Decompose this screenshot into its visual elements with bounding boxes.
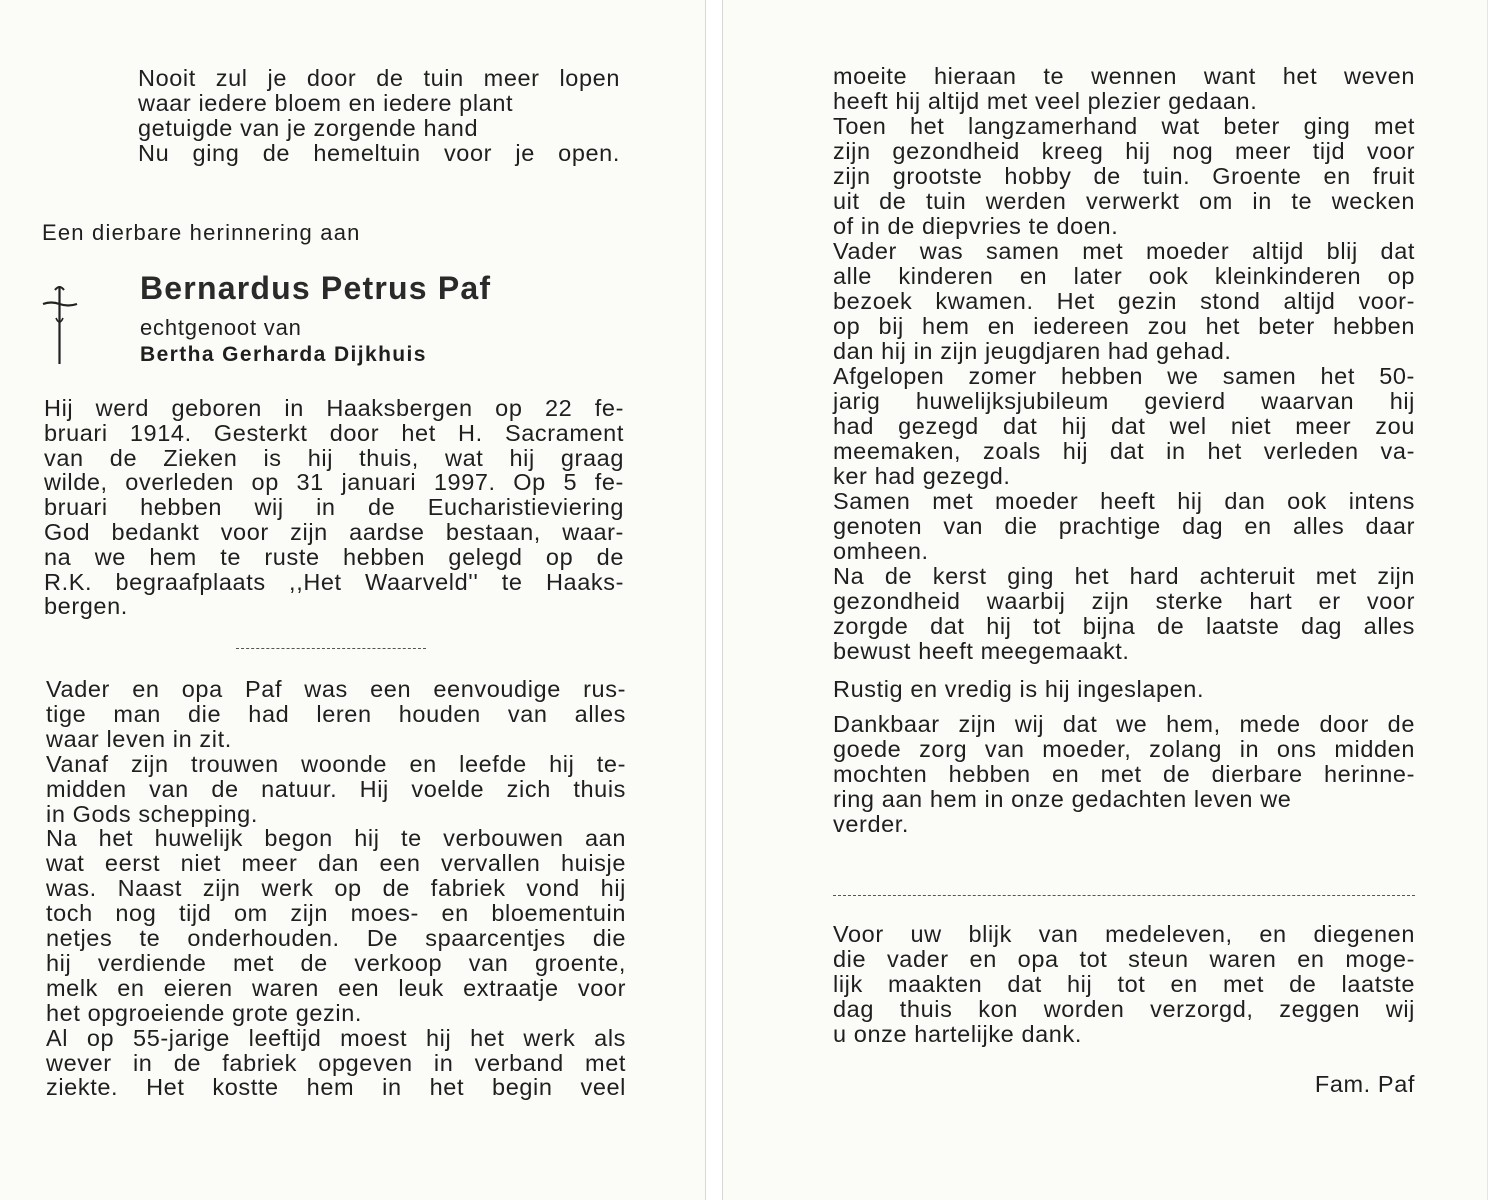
- relation-label: echtgenoot van: [140, 315, 302, 340]
- bio-line: na we hem te ruste hebben gelegd op de: [44, 543, 624, 570]
- memoir-right-line: heeft hij altijd met veel plezier gedaan.: [833, 88, 1258, 114]
- memoir-right-line: zijn grootste hobby de tuin. Groente en fruit: [833, 163, 1415, 189]
- peaceful-line: Rustig en vredig is hij ingeslapen.: [833, 676, 1205, 702]
- memoir-right-line: alle kinderen en later ook kleinkinderen op: [833, 263, 1415, 289]
- memoir-right-line: uit de tuin werden verwerkt om in te wecken: [833, 188, 1415, 214]
- gratitude-line: Dankbaar zijn wij dat we hem, mede door de: [833, 711, 1415, 737]
- memoir-left-line: wever in de fabriek opgeven in verband met: [46, 1049, 626, 1076]
- memoir-right-line: bezoek kwamen. Het gezin stond altijd voor-: [833, 288, 1415, 314]
- memoir-right-line: zorgde dat hij tot bijna de laatste dag alles: [833, 613, 1415, 639]
- memoir-left-line: was. Naast zijn werk op de fabriek vond hij: [46, 875, 626, 902]
- memoir-right-line: ker had gezegd.: [833, 463, 1011, 489]
- signature: Fam. Paf: [1314, 1071, 1415, 1097]
- memoir-left-line: tige man die had leren houden van alles: [46, 700, 626, 727]
- thanks-line: u onze hartelijke dank.: [833, 1021, 1082, 1047]
- memoir-right-line: jarig huwelijksjubileum gevierd waarvan hij: [833, 388, 1415, 414]
- memoir-right-line: of in de diepvries te doen.: [833, 213, 1119, 239]
- memoir-right-line: meemaken, zoals hij dat in het verleden va-: [833, 438, 1415, 464]
- memoir-right-line: Afgelopen zomer hebben we samen het 50-: [833, 363, 1415, 389]
- thanks-line: dag thuis kon worden verzorgd, zeggen wij: [833, 996, 1415, 1022]
- gratitude-line: goede zorg van moeder, zolang in ons midden: [833, 736, 1415, 762]
- divider: [833, 895, 1415, 896]
- gratitude-line: verder.: [833, 811, 910, 837]
- memoir-left-line: Vanaf zijn trouwen woonde en leefde hij te-: [46, 750, 626, 777]
- spouse-name: Bertha Gerharda Dijkhuis: [140, 343, 427, 366]
- memoir-right-line: Vader was samen met moeder altijd blij dat: [833, 238, 1415, 264]
- memoir-right-line: moeite hieraan te wennen want het weven: [833, 63, 1415, 89]
- bio-line: R.K. begraafplaats ,,Het Waarveld'' te Haaks-: [44, 568, 624, 595]
- memoir-left-line: hij verdiende met de verkoop van groente,: [46, 949, 626, 976]
- left-page: [0, 0, 706, 1200]
- memoir-right-line: genoten van die prachtige dag en alles daar: [833, 513, 1415, 539]
- bio-line: bruari hebben wij in de Eucharistieviering: [44, 494, 624, 521]
- memoir-right-line: dan hij in zijn jeugdjaren had gehad.: [833, 338, 1232, 364]
- memoir-left-line: waar leven in zit.: [46, 725, 232, 752]
- poem-line: Nu ging de hemeltuin voor je open.: [138, 140, 620, 166]
- memoir-left-line: ziekte. Het kostte hem in het begin veel: [46, 1074, 626, 1101]
- divider: [236, 648, 426, 649]
- memoir-left-line: het opgroeiende grote gezin.: [46, 999, 363, 1026]
- memoir-right-line: gezondheid waarbij zijn sterke hart er voor: [833, 588, 1415, 614]
- bio-line: God bedankt voor zijn aardse bestaan, waar-: [44, 519, 624, 545]
- memoir-left-line: in Gods schepping.: [46, 800, 258, 827]
- thanks-line: lijk maakten dat hij tot en met de laatste: [833, 971, 1415, 997]
- memoir-right-line: bewust heeft meegemaakt.: [833, 638, 1130, 664]
- memoir-left-line: midden van de natuur. Hij voelde zich thuis: [46, 775, 626, 802]
- memoir-right-line: had gezegd dat hij dat wel niet meer zou: [833, 413, 1415, 439]
- bio-line: bruari 1914. Gesterkt door het H. Sacrament: [44, 419, 624, 446]
- cross-icon: [40, 280, 80, 370]
- memoir-left-line: toch nog tijd om zijn moes- en bloementuin: [46, 900, 626, 927]
- intro-text: Een dierbare herinnering aan: [42, 220, 361, 245]
- bio-line: bergen.: [44, 593, 128, 620]
- memoir-right-line: omheen.: [833, 538, 929, 564]
- fold-gap: [706, 0, 721, 1200]
- memoir-left-line: netjes te onderhouden. De spaarcentjes die: [46, 925, 626, 951]
- thanks-line: die vader en opa tot steun waren en moge-: [833, 946, 1415, 972]
- memoir-right-line: op bij hem en iedereen zou het beter hebben: [833, 313, 1415, 339]
- gratitude-line: mochten hebben en met de dierbare herinne-: [833, 761, 1415, 787]
- memoir-left-line: melk en eieren waren een leuk extraatje voor: [46, 974, 626, 1001]
- memoir-left-line: Na het huwelijk begon hij te verbouwen aan: [46, 825, 626, 852]
- bio-line: wilde, overleden op 31 januari 1997. Op 5 fe-: [44, 469, 624, 496]
- gratitude-line: ring aan hem in onze gedachten leven we: [833, 786, 1292, 812]
- memoir-right-line: zijn gezondheid kreeg hij nog meer tijd voor: [833, 138, 1415, 164]
- memoir-left-line: Al op 55-jarige leeftijd moest hij het werk als: [46, 1024, 626, 1051]
- poem-line: getuigde van je zorgende hand: [138, 115, 479, 141]
- deceased-name: Bernardus Petrus Paf: [140, 270, 492, 306]
- memoir-right-line: Samen met moeder heeft hij dan ook intens: [833, 488, 1415, 514]
- thanks-line: Voor uw blijk van medeleven, en diegenen: [833, 921, 1415, 947]
- poem-line: waar iedere bloem en iedere plant: [138, 90, 514, 116]
- bio-line: van de Zieken is hij thuis, wat hij graag: [44, 444, 624, 471]
- right-page: [722, 0, 1488, 1200]
- memoir-right-line: Toen het langzamerhand wat beter ging met: [833, 113, 1415, 139]
- memoir-right-line: Na de kerst ging het hard achteruit met zijn: [833, 563, 1415, 589]
- bio-line: Hij werd geboren in Haaksbergen op 22 fe-: [44, 395, 624, 421]
- memoir-left-line: Vader en opa Paf was een eenvoudige rus-: [46, 676, 626, 702]
- memoir-left-line: wat eerst niet meer dan een vervallen huisje: [46, 850, 626, 877]
- poem-line: Nooit zul je door de tuin meer lopen: [138, 65, 620, 91]
